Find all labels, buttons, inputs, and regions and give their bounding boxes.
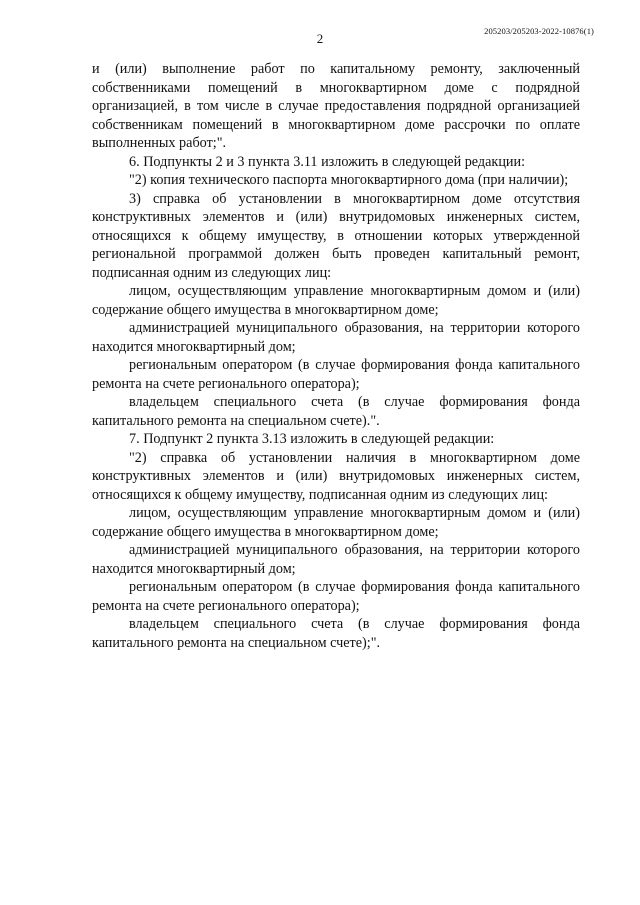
- paragraph-signatory-regional-operator-2: региональным оператором (в случае формирования фонда капитального ремонта на счете регионального оператора);: [92, 579, 580, 614]
- paragraph-subitem-2-certificate: "2) справка об установлении наличия в многоквартирном доме конструктивных элементов и (или) внутридомовых инженерных систем, относящихся к общему имуществу, подписанная одним из следующих лиц:: [92, 449, 580, 503]
- paragraph-signatory-account-owner: владельцем специального счета (в случае формирования фонда капитального ремонта на специальном счете).".: [92, 394, 580, 429]
- paragraph-item-6: 6. Подпункты 2 и 3 пункта 3.11 изложить в следующей редакции:: [129, 153, 526, 170]
- paragraph-continuation: и (или) выполнение работ по капитальному ремонту, заключенный собственниками помещений в многоквартирном доме с подрядной организацией, в том числе в случае предоставления подрядной организацией собственникам помещений в многоквартирном доме рассрочки по оплате выполненных работ;".: [92, 61, 580, 151]
- paragraph-signatory-administration: администрацией муниципального образования, на территории которого находится многоквартирный дом;: [92, 320, 580, 355]
- paragraph-signatory-administration-2: администрацией муниципального образования, на территории которого находится многоквартирный дом;: [92, 542, 580, 577]
- paragraph-signatory-account-owner-2: владельцем специального счета (в случае формирования фонда капитального ремонта на специальном счете);".: [92, 616, 580, 651]
- paragraph-subitem-3: 3) справка об установлении в многоквартирном доме отсутствия конструктивных элементов и (или) внутридомовых инженерных систем, относящихся к общему имуществу, в отношении которых утвержденной региональной программой должен быть проведен капитальный ремонт, подписанная одним из следующих лиц:: [92, 190, 580, 281]
- paragraph-signatory-regional-operator: региональным оператором (в случае формирования фонда капитального ремонта на счете регионального оператора);: [92, 357, 580, 392]
- paragraph-item-7: 7. Подпункт 2 пункта 3.13 изложить в следующей редакции:: [129, 431, 495, 447]
- page-number: 2: [316, 31, 324, 46]
- paragraph-signatory-manager: лицом, осуществляющим управление многоквартирным домом и (или) содержание общего имущества в многоквартирном доме;: [92, 283, 580, 318]
- paragraph-signatory-manager-2: лицом, осуществляющим управление многоквартирным домом и (или) содержание общего имущества в многоквартирном доме;: [92, 505, 580, 540]
- document-registration-code: 205203/205203-2022-10876(1): [484, 26, 594, 36]
- paragraph-subitem-2: "2) копия технического паспорта многоквартирного дома (при наличии);: [129, 172, 569, 188]
- document-body: [92, 60, 580, 652]
